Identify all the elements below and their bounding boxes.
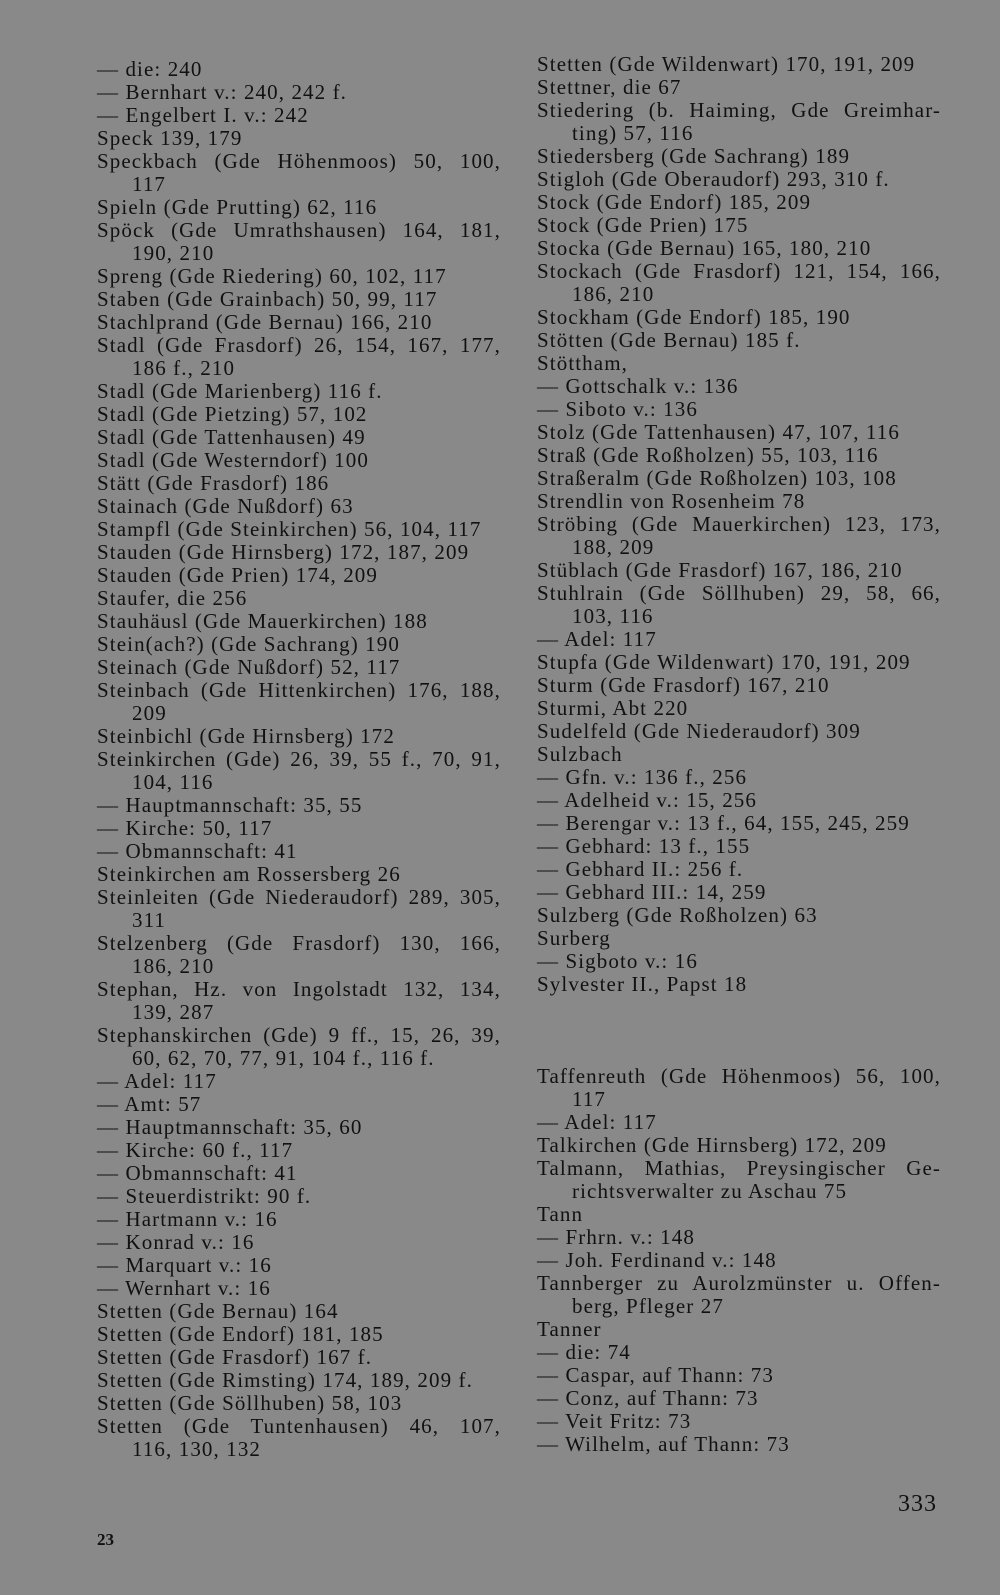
index-entry-line: Sudelfeld (Gde Niederaudorf) 309 (537, 719, 861, 743)
index-entry-line: — Engelbert I. v.: 242 (97, 103, 309, 127)
index-entry-line: Stadl (Gde Tattenhausen) 49 (97, 425, 366, 449)
index-entry-line: Stadl (Gde Marienberg) 116 f. (97, 379, 383, 403)
index-entry (97, 1277, 501, 1300)
index-entry-line: Steinkirchen am Rossersberg 26 (97, 862, 401, 886)
index-entry-line: Spreng (Gde Riedering) 60, 102, 117 (97, 264, 447, 288)
index-entry-line: — Joh. Ferdinand v.: 148 (537, 1248, 777, 1272)
index-entry-line: Stelzenberg (Gde Frasdorf) 130, 166, (97, 931, 501, 955)
index-entry-line: — Hartmann v.: 16 (97, 1207, 278, 1231)
index-entry-line: — Sigboto v.: 16 (537, 949, 698, 973)
index-entry-line: — Marquart v.: 16 (97, 1253, 272, 1277)
index-entry (537, 421, 941, 444)
index-entry (537, 720, 941, 743)
index-entry (537, 766, 941, 789)
index-entry-line: Sylvester II., Papst 18 (537, 972, 748, 996)
index-entry (537, 835, 941, 858)
index-entry-line: Stätt (Gde Frasdorf) 186 (97, 471, 330, 495)
index-entry (97, 840, 501, 863)
index-entry (97, 1415, 501, 1461)
left-column (97, 58, 501, 1461)
index-entry (97, 932, 501, 978)
index-entry (537, 467, 941, 490)
index-entry (97, 219, 501, 265)
index-entry (97, 288, 501, 311)
index-entry-line: — Gottschalk v.: 136 (537, 374, 739, 398)
index-entry-line: Stöttham, (537, 351, 628, 375)
index-entry (537, 697, 941, 720)
index-entry-line: Stauden (Gde Hirnsberg) 172, 187, 209 (97, 540, 470, 564)
index-entry (537, 651, 941, 674)
index-entry-line: Sturm (Gde Frasdorf) 167, 210 (537, 673, 830, 697)
index-entry (97, 449, 501, 472)
index-entry-line: Stock (Gde Prien) 175 (537, 213, 749, 237)
index-entry-line: — Wilhelm, auf Thann: 73 (537, 1432, 790, 1456)
index-entry (97, 1208, 501, 1231)
index-entry (537, 881, 941, 904)
index-entry (97, 518, 501, 541)
index-entry (97, 150, 501, 196)
index-entry-line: Speck 139, 179 (97, 126, 243, 150)
index-entry-line: Stetten (Gde Bernau) 164 (97, 1299, 339, 1323)
index-entry-continuation-line: 190, 210 (132, 241, 215, 265)
index-entry (537, 1433, 941, 1456)
index-entry (537, 1134, 941, 1157)
index-entry-line: Tannberger zu Aurolzmünster u. Offen- (537, 1271, 941, 1295)
index-entry-continuation-line: 117 (132, 172, 167, 196)
index-entry (537, 1111, 941, 1134)
index-entry-continuation-line: 60, 62, 70, 77, 91, 104 f., 116 f. (132, 1046, 435, 1070)
index-entry-line: — Hauptmannschaft: 35, 55 (97, 793, 363, 817)
index-entry (97, 1254, 501, 1277)
right-column (537, 53, 941, 1456)
index-entry (97, 633, 501, 656)
index-entry-line: Sulzberg (Gde Roßholzen) 63 (537, 903, 818, 927)
index-entry-continuation-line: 116, 130, 132 (132, 1437, 262, 1461)
index-entry (537, 1272, 941, 1318)
index-entry (97, 311, 501, 334)
index-entry-line: Stein(ach?) (Gde Sachrang) 190 (97, 632, 400, 656)
index-entry-line: Spieln (Gde Prutting) 62, 116 (97, 195, 378, 219)
section-t (537, 1065, 941, 1456)
index-entry (97, 886, 501, 932)
index-entry (97, 380, 501, 403)
index-entry-continuation-line: 186 f., 210 (132, 356, 236, 380)
index-entry-continuation-line: berg, Pfleger 27 (572, 1294, 724, 1318)
index-entry (97, 564, 501, 587)
index-entry-line: Stauden (Gde Prien) 174, 209 (97, 563, 379, 587)
index-entry (537, 1065, 941, 1111)
index-entry (97, 587, 501, 610)
index-entry (97, 1231, 501, 1254)
index-entry-line: — Berengar v.: 13 f., 64, 155, 245, 259 (537, 811, 910, 835)
index-entry-line: Stadl (Gde Pietzing) 57, 102 (97, 402, 368, 426)
index-entry (97, 1392, 501, 1415)
index-entry (537, 168, 941, 191)
index-entry-line: Steinach (Gde Nußdorf) 52, 117 (97, 655, 401, 679)
index-entry (537, 812, 941, 835)
index-entry-line: Stadl (Gde Frasdorf) 26, 154, 167, 177, (97, 333, 501, 357)
index-entry (537, 1364, 941, 1387)
index-entry (537, 674, 941, 697)
index-entry (97, 81, 501, 104)
index-entry-line: Steinbichl (Gde Hirnsberg) 172 (97, 724, 395, 748)
index-entry (537, 559, 941, 582)
section-s-continued (537, 53, 941, 996)
index-entry (537, 1203, 941, 1226)
index-entry-line: Stephan, Hz. von Ingolstadt 132, 134, (97, 977, 501, 1001)
index-entry-line: Stetten (Gde Rimsting) 174, 189, 209 f. (97, 1368, 473, 1392)
index-entry-line: — Kirche: 50, 117 (97, 816, 273, 840)
index-entry-continuation-line: 186, 210 (132, 954, 215, 978)
index-entry-line: — Obmannschaft: 41 (97, 1161, 298, 1185)
index-entry-continuation-line: 186, 210 (572, 282, 655, 306)
index-entry-line: — Hauptmannschaft: 35, 60 (97, 1115, 363, 1139)
index-entry-line: Talkirchen (Gde Hirnsberg) 172, 209 (537, 1133, 887, 1157)
index-entry (97, 426, 501, 449)
index-entry (97, 334, 501, 380)
index-entry-line: Stockach (Gde Frasdorf) 121, 154, 166, (537, 259, 941, 283)
index-entry-line: Surberg (537, 926, 611, 950)
index-entry-continuation-line: 104, 116 (132, 770, 214, 794)
index-entry-line: Steinkirchen (Gde) 26, 39, 55 f., 70, 91, (97, 747, 501, 771)
index-entry (537, 398, 941, 421)
index-entry (537, 99, 941, 145)
index-entry (537, 513, 941, 559)
index-entry-line: — die: 240 (97, 57, 203, 81)
index-entry-continuation-line: 311 (132, 908, 167, 932)
index-entry-line: Stiedering (b. Haiming, Gde Greimhar- (537, 98, 941, 122)
index-entry-line: Stiedersberg (Gde Sachrang) 189 (537, 144, 851, 168)
index-entry (97, 58, 501, 81)
index-entry (97, 1346, 501, 1369)
index-entry (97, 127, 501, 150)
index-entry-line: Stainach (Gde Nußdorf) 63 (97, 494, 354, 518)
index-entry (97, 1139, 501, 1162)
index-entry (537, 191, 941, 214)
index-entry-line: — Bernhart v.: 240, 242 f. (97, 80, 348, 104)
index-entry-line: Stauhäusl (Gde Mauerkirchen) 188 (97, 609, 428, 633)
page-number: 333 (898, 1491, 937, 1517)
index-entry-line: Stetten (Gde Wildenwart) 170, 191, 209 (537, 52, 916, 76)
index-entry-line: Staufer, die 256 (97, 586, 248, 610)
index-entry (97, 1369, 501, 1392)
index-entry (537, 1410, 941, 1433)
index-entry-line: Strendlin von Rosenheim 78 (537, 489, 806, 513)
index-entry (537, 444, 941, 467)
index-entry-line: — Conz, auf Thann: 73 (537, 1386, 759, 1410)
index-entry (537, 1341, 941, 1364)
index-entry-line: Stüblach (Gde Frasdorf) 167, 186, 210 (537, 558, 903, 582)
index-entry-continuation-line: ting) 57, 116 (572, 121, 694, 145)
index-entry-line: Steinleiten (Gde Niederaudorf) 289, 305, (97, 885, 501, 909)
index-entry (537, 1387, 941, 1410)
index-entry-line: — Gebhard II.: 256 f. (537, 857, 744, 881)
index-entry (537, 927, 941, 950)
index-entry-line: — Frhrn. v.: 148 (537, 1225, 695, 1249)
index-entry (97, 403, 501, 426)
index-entry-line: Tann (537, 1202, 584, 1226)
index-entry-line: Straß (Gde Roßholzen) 55, 103, 116 (537, 443, 879, 467)
index-entry-line: — Konrad v.: 16 (97, 1230, 255, 1254)
index-entry (97, 1185, 501, 1208)
index-entry-line: Ströbing (Gde Mauerkirchen) 123, 173, (537, 512, 941, 536)
index-entry (97, 817, 501, 840)
index-entry (537, 858, 941, 881)
index-entry (537, 1249, 941, 1272)
index-entry-line: — die: 74 (537, 1340, 631, 1364)
index-entry-line: Speckbach (Gde Höhenmoos) 50, 100, (97, 149, 501, 173)
index-entry (97, 1300, 501, 1323)
index-entry-line: Staben (Gde Grainbach) 50, 99, 117 (97, 287, 438, 311)
index-entry (97, 1116, 501, 1139)
index-entry (97, 1070, 501, 1093)
index-entry (97, 104, 501, 127)
index-entry-line: Tanner (537, 1317, 602, 1341)
index-entry-line: — Amt: 57 (97, 1092, 202, 1116)
index-entry-line: Stetten (Gde Frasdorf) 167 f. (97, 1345, 373, 1369)
index-entry-line: Stettner, die 67 (537, 75, 682, 99)
index-entry-line: Stolz (Gde Tattenhausen) 47, 107, 116 (537, 420, 900, 444)
index-entry-line: — Obmannschaft: 41 (97, 839, 298, 863)
index-entry (537, 1157, 941, 1203)
index-entry (97, 725, 501, 748)
index-entry-line: Sturmi, Abt 220 (537, 696, 689, 720)
index-entry-continuation-line: 209 (132, 701, 167, 725)
index-entry-line: — Steuerdistrikt: 90 f. (97, 1184, 312, 1208)
index-entry (537, 743, 941, 766)
index-entry (537, 1226, 941, 1249)
index-entry (97, 679, 501, 725)
index-entry-line: Stetten (Gde Endorf) 181, 185 (97, 1322, 384, 1346)
index-entry (537, 490, 941, 513)
index-entry (537, 973, 941, 996)
index-entry-line: Spöck (Gde Umrathshausen) 164, 181, (97, 218, 501, 242)
index-entry (97, 794, 501, 817)
index-entry-continuation-line: 188, 209 (572, 535, 655, 559)
index-entry-line: Stetten (Gde Söllhuben) 58, 103 (97, 1391, 403, 1415)
index-entry-line: Straßeralm (Gde Roßholzen) 103, 108 (537, 466, 897, 490)
index-entry (537, 1318, 941, 1341)
index-entry-line: Taffenreuth (Gde Höhenmoos) 56, 100, (537, 1064, 941, 1088)
index-entry-line: — Gebhard: 13 f., 155 (537, 834, 751, 858)
index-entry-line: Sulzbach (537, 742, 623, 766)
index-entry (537, 375, 941, 398)
index-entry (97, 1024, 501, 1070)
index-entry-line: — Gebhard III.: 14, 259 (537, 880, 767, 904)
index-entry (97, 610, 501, 633)
index-entry (537, 306, 941, 329)
index-entry (537, 237, 941, 260)
index-entry (97, 265, 501, 288)
index-entry-line: — Caspar, auf Thann: 73 (537, 1363, 774, 1387)
index-entry (537, 76, 941, 99)
index-entry (537, 260, 941, 306)
index-entry-line: — Adel: 117 (537, 1110, 657, 1134)
index-entry-line: Talmann, Mathias, Preysingischer Ge- (537, 1156, 941, 1180)
index-entry-line: Stötten (Gde Bernau) 185 f. (537, 328, 801, 352)
index-entry-line: — Adel: 117 (97, 1069, 217, 1093)
index-entry-line: Stockham (Gde Endorf) 185, 190 (537, 305, 851, 329)
index-entry-line: Stetten (Gde Tuntenhausen) 46, 107, (97, 1414, 501, 1438)
index-entry (537, 214, 941, 237)
index-entry (537, 582, 941, 628)
index-entry-line: — Veit Fritz: 73 (537, 1409, 692, 1433)
index-entry (97, 748, 501, 794)
index-entry-line: Stocka (Gde Bernau) 165, 180, 210 (537, 236, 872, 260)
signature-mark: 23 (97, 1530, 114, 1549)
index-entry (97, 863, 501, 886)
index-entry (537, 904, 941, 927)
index-entry-line: Stadl (Gde Westerndorf) 100 (97, 448, 369, 472)
index-entry (97, 656, 501, 679)
index-entry-line: — Adel: 117 (537, 627, 657, 651)
index-entry (97, 1093, 501, 1116)
index-entry-line: — Wernhart v.: 16 (97, 1276, 271, 1300)
index-entry (97, 196, 501, 219)
index-entry (537, 145, 941, 168)
index-entry-line: — Kirche: 60 f., 117 (97, 1138, 294, 1162)
index-entry-line: Stuhlrain (Gde Söllhuben) 29, 58, 66, (537, 581, 941, 605)
index-entry (537, 628, 941, 651)
index-entry (97, 472, 501, 495)
index-entry (537, 789, 941, 812)
index-entry-line: Stock (Gde Endorf) 185, 209 (537, 190, 812, 214)
index-entry-continuation-line: 139, 287 (132, 1000, 215, 1024)
index-entry (97, 978, 501, 1024)
index-entry-line: — Adelheid v.: 15, 256 (537, 788, 757, 812)
index-entry-line: Stigloh (Gde Oberaudorf) 293, 310 f. (537, 167, 890, 191)
index-entry-continuation-line: 117 (572, 1087, 607, 1111)
index-entry-line: — Siboto v.: 136 (537, 397, 698, 421)
index-entry (537, 53, 941, 76)
index-entry-line: — Gfn. v.: 136 f., 256 (537, 765, 748, 789)
index-entry-line: Stachlprand (Gde Bernau) 166, 210 (97, 310, 433, 334)
index-entry-line: Stupfa (Gde Wildenwart) 170, 191, 209 (537, 650, 911, 674)
index-entry (97, 1162, 501, 1185)
index-entry-line: Stephanskirchen (Gde) 9 ff., 15, 26, 39, (97, 1023, 501, 1047)
index-entry (97, 541, 501, 564)
index-entry-continuation-line: 103, 116 (572, 604, 654, 628)
index-entry-line: Stampfl (Gde Steinkirchen) 56, 104, 117 (97, 517, 482, 541)
index-entry (537, 352, 941, 375)
index-entry-line: Steinbach (Gde Hittenkirchen) 176, 188, (97, 678, 501, 702)
index-entry (537, 950, 941, 973)
index-entry (537, 329, 941, 352)
index-entry (97, 495, 501, 518)
index-entry (97, 1323, 501, 1346)
index-entry-continuation-line: richtsverwalter zu Aschau 75 (572, 1179, 848, 1203)
